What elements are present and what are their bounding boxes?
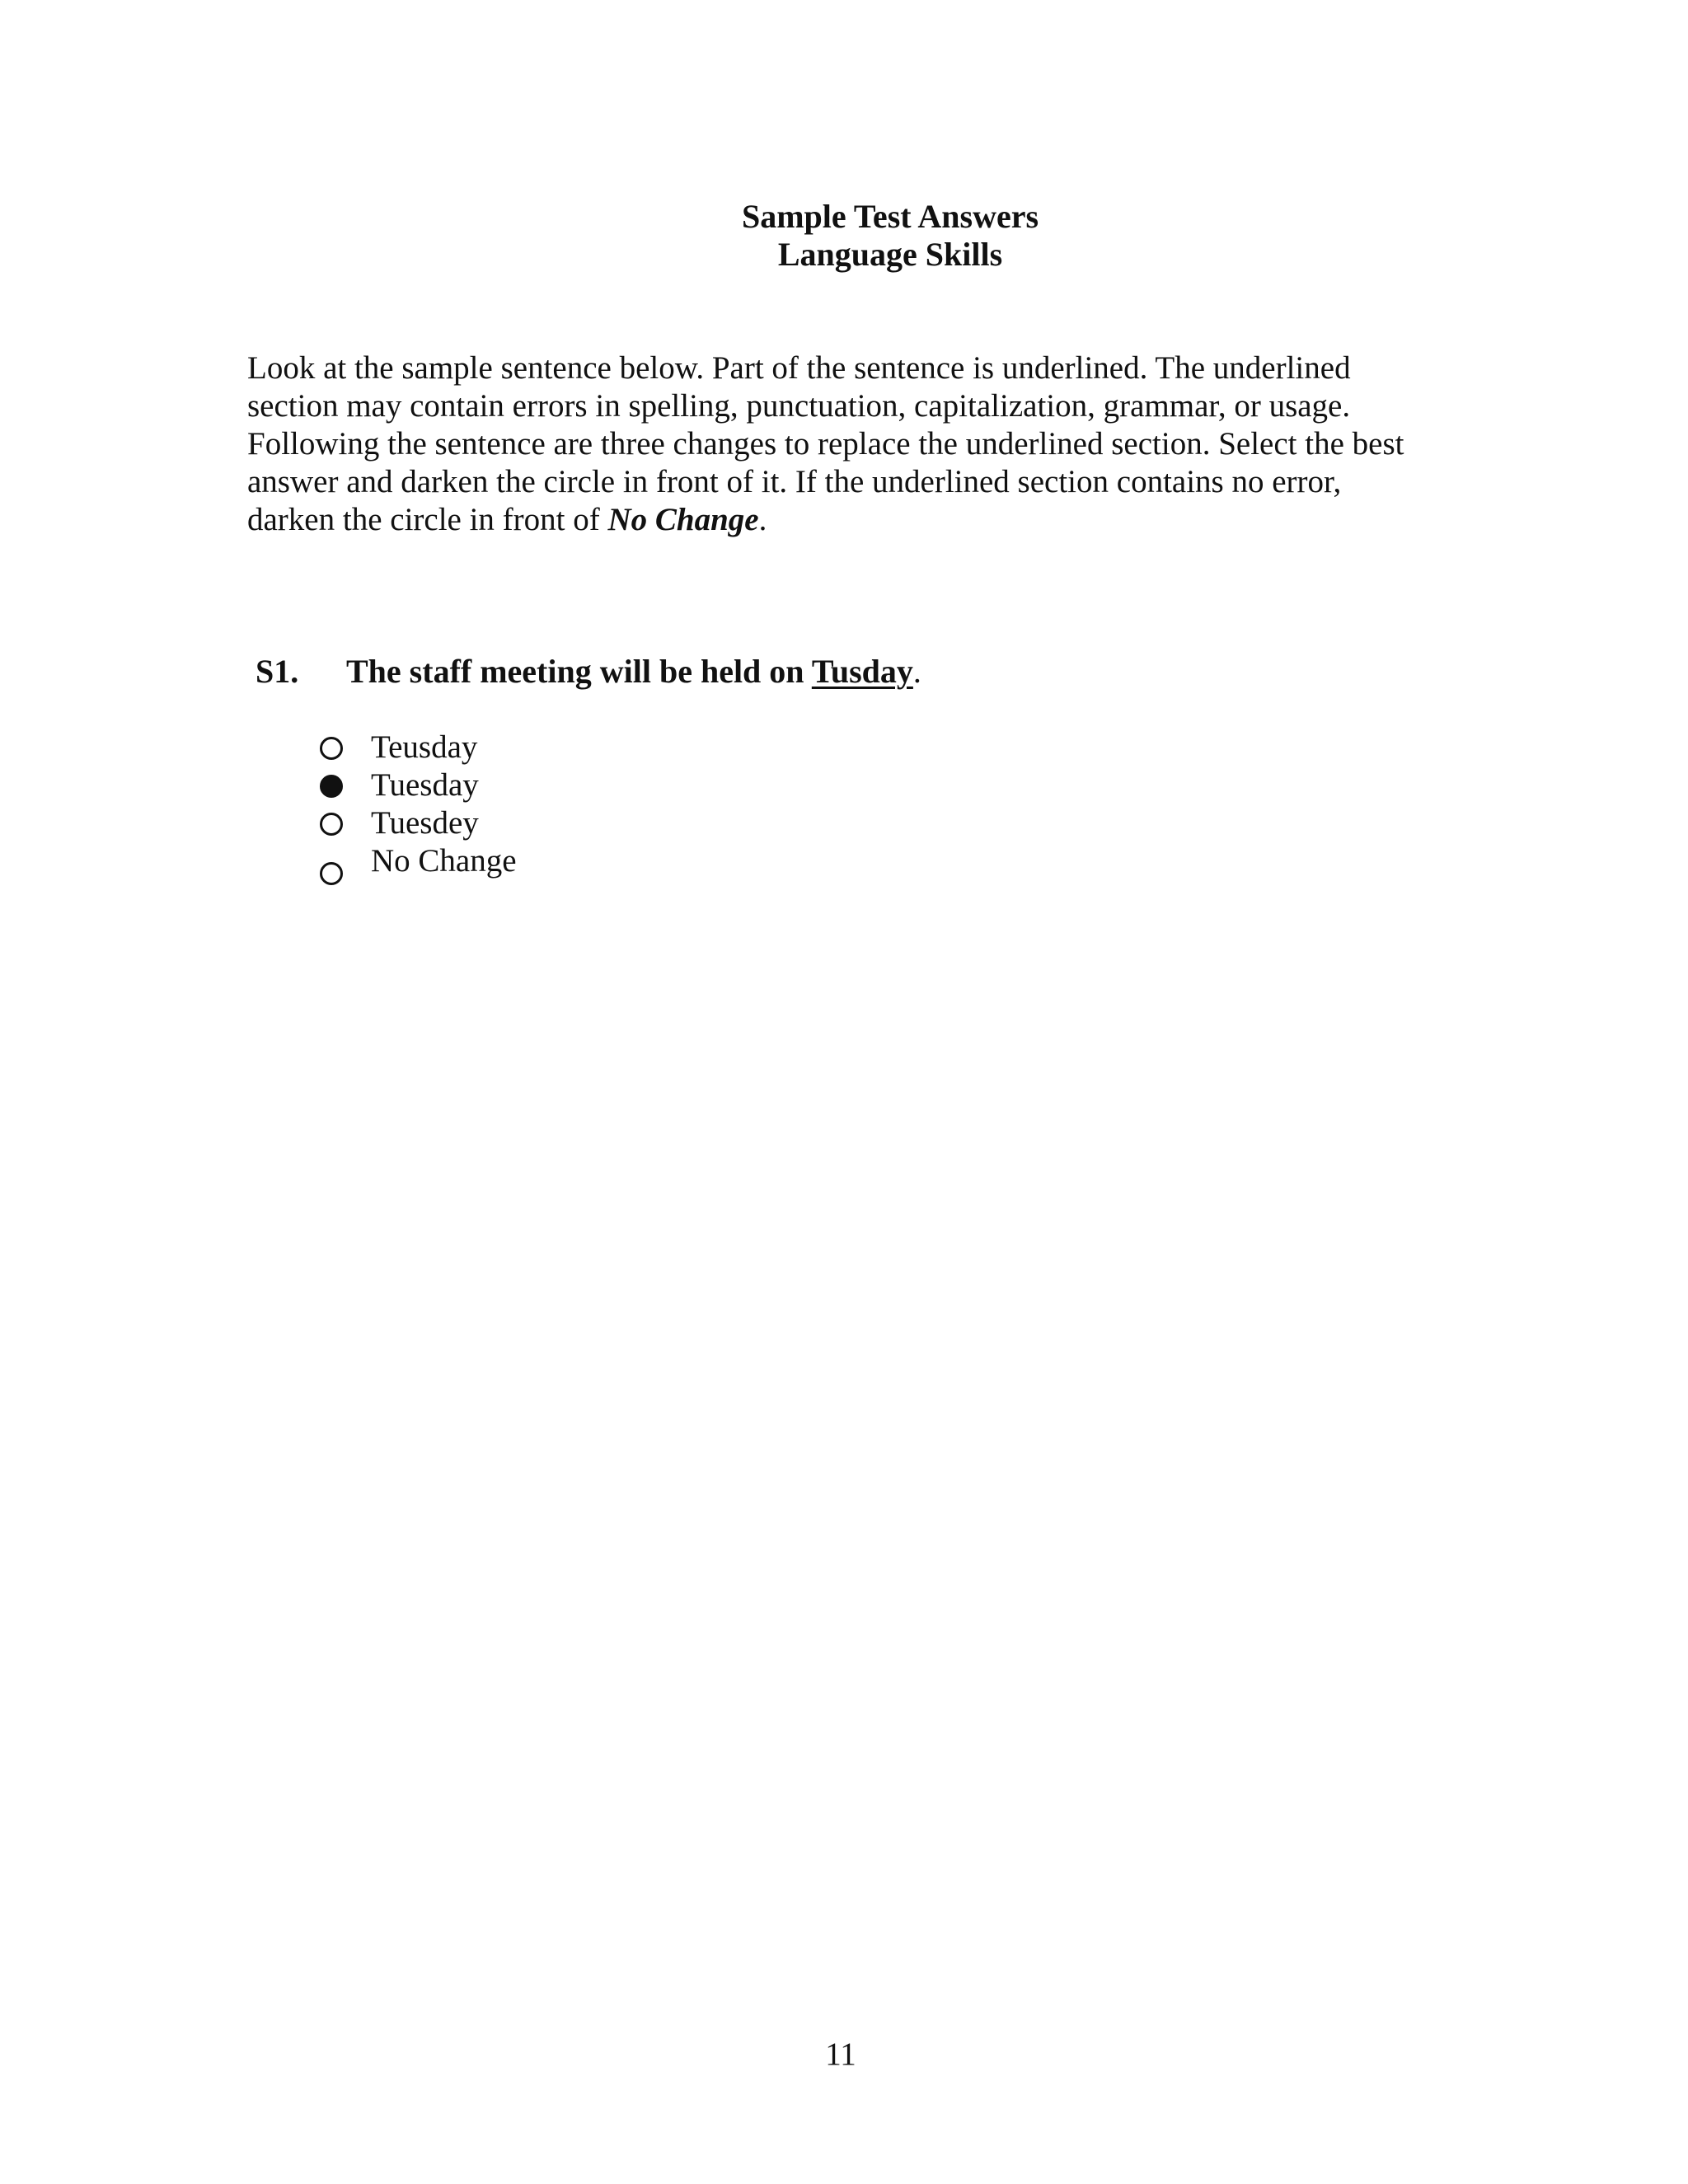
instructions-paragraph: [247, 349, 1451, 539]
instructions-line-2: section may contain errors in spelling, punctuation, capitalization, grammar, or usage.: [247, 388, 1351, 424]
answer-bubble-filled-icon[interactable]: [320, 775, 343, 798]
answer-option-label: No Change: [371, 843, 517, 879]
answer-bubble-icon[interactable]: [320, 813, 343, 836]
answer-option-label: Tuesdey: [371, 805, 479, 841]
answer-bubble-icon[interactable]: [320, 737, 343, 760]
answer-option-label: Teusday: [371, 729, 478, 765]
instructions-line-5: [247, 501, 1451, 539]
question-text: The staff meeting will be held on: [346, 653, 812, 690]
instructions-line-4: answer and darken the circle in front of it. If the underlined section contains no error,: [247, 464, 1342, 499]
question-number: S1.: [256, 653, 299, 690]
page-subtitle: Language Skills: [777, 236, 1003, 273]
question-underlined-word: Tusday: [811, 653, 913, 690]
instructions-line-5-text: darken the circle in front of: [247, 502, 608, 537]
answer-bubble-icon[interactable]: [320, 862, 343, 885]
instructions-end-punct: .: [758, 502, 767, 537]
page-title-block: [0, 198, 1688, 274]
instructions-line-1: Look at the sample sentence below. Part of the sentence is underlined. The underlined: [247, 350, 1351, 386]
question-s1: [256, 653, 921, 691]
question-end-punct: .: [912, 653, 921, 690]
page-number: 11: [825, 2036, 856, 2072]
page-title: Sample Test Answers: [741, 198, 1039, 235]
instructions-line-3: Following the sentence are three changes to replace the underlined section. Select the best: [247, 426, 1404, 462]
no-change-emphasis: No Change: [607, 502, 759, 537]
answer-option-label: Tuesday: [371, 767, 479, 803]
